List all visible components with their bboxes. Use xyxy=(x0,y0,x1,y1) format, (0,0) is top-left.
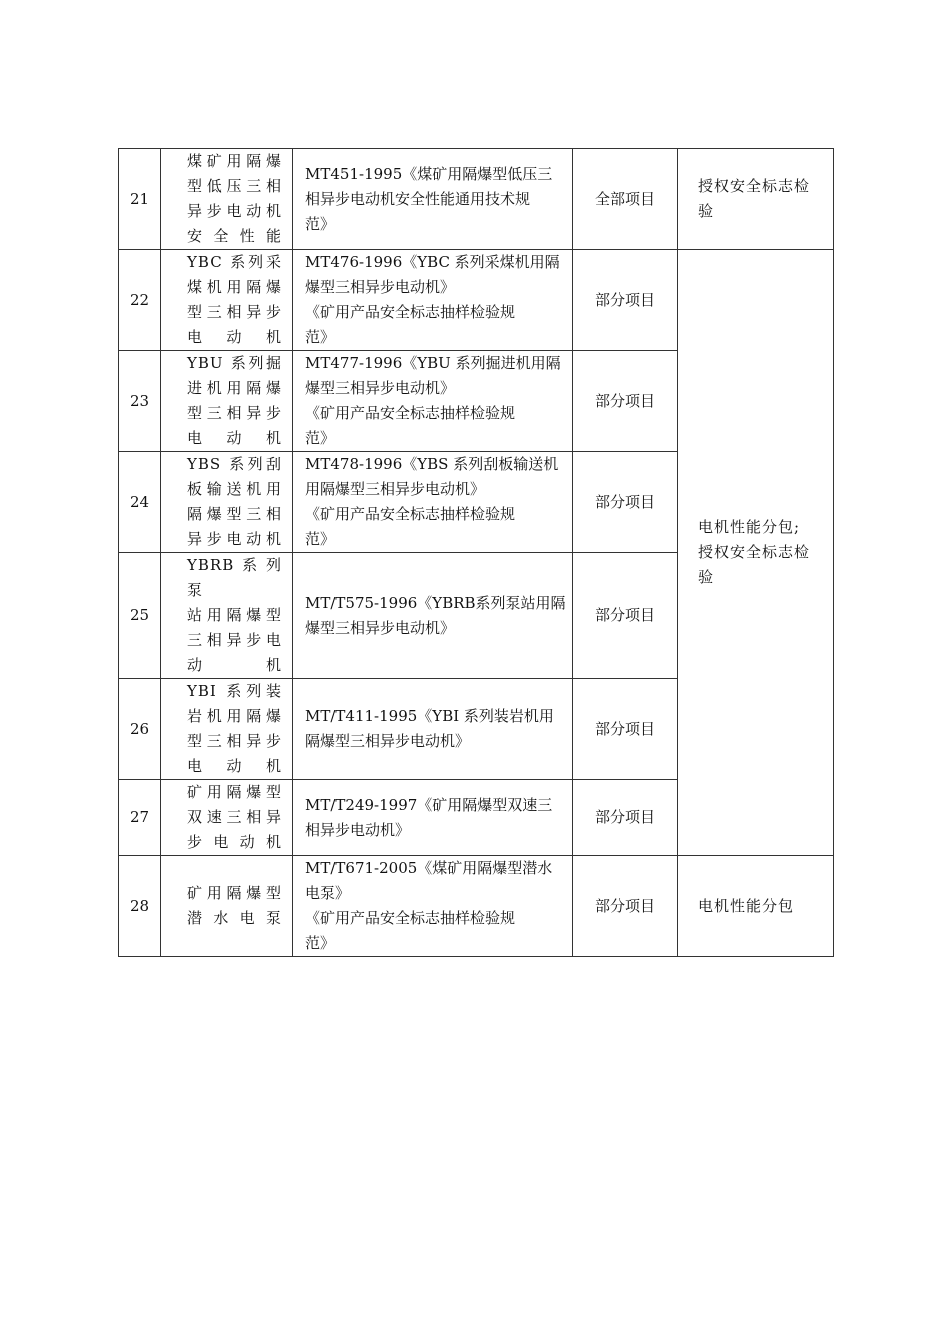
standard-reference: MT451-1995《煤矿用隔爆型低压三 相异步电动机安全性能通用技术规 范》 xyxy=(293,149,573,250)
test-scope: 部分项目 xyxy=(573,856,678,957)
product-name: 矿用隔爆型 潜水电泵 xyxy=(161,856,293,957)
row-number: 26 xyxy=(119,679,161,780)
standard-reference: MT/T249-1997《矿用隔爆型双速三 相异步电动机》 xyxy=(293,780,573,856)
test-scope: 部分项目 xyxy=(573,679,678,780)
row-number: 24 xyxy=(119,452,161,553)
test-scope: 部分项目 xyxy=(573,553,678,679)
test-scope: 部分项目 xyxy=(573,452,678,553)
product-name: YBU 系列掘 进机用隔爆 型三相异步 电动机 xyxy=(161,351,293,452)
table-row xyxy=(119,149,834,250)
test-scope: 全部项目 xyxy=(573,149,678,250)
product-name: 矿用隔爆型 双速三相异 步电动机 xyxy=(161,780,293,856)
standard-reference: MT478-1996《YBS 系列刮板输送机 用隔爆型三相异步电动机》 《矿用产品安全标志抽样检验规 范》 xyxy=(293,452,573,553)
standard-reference: MT476-1996《YBC 系列采煤机用隔 爆型三相异步电动机》 《矿用产品安全标志抽样检验规 范》 xyxy=(293,250,573,351)
product-name: YBS 系列刮 板输送机用 隔爆型三相 异步电动机 xyxy=(161,452,293,553)
table-row xyxy=(119,856,834,957)
row-number: 25 xyxy=(119,553,161,679)
standard-reference: MT/T575-1996《YBRB系列泵站用隔 爆型三相异步电动机》 xyxy=(293,553,573,679)
row-number: 21 xyxy=(119,149,161,250)
remark: 授权安全标志检 验 xyxy=(678,149,834,250)
product-name: YBI 系列装 岩机用隔爆 型三相异步 电动机 xyxy=(161,679,293,780)
product-name: YBC 系列采 煤机用隔爆 型三相异步 电动机 xyxy=(161,250,293,351)
row-number: 22 xyxy=(119,250,161,351)
row-number: 27 xyxy=(119,780,161,856)
table-row xyxy=(119,250,834,351)
remark-merged: 电机性能分包; 授权安全标志检 验 xyxy=(678,250,834,856)
standard-reference: MT/T671-2005《煤矿用隔爆型潜水 电泵》 《矿用产品安全标志抽样检验规 范》 xyxy=(293,856,573,957)
test-scope: 部分项目 xyxy=(573,250,678,351)
product-name: 煤矿用隔爆 型低压三相 异步电动机 安全性能 xyxy=(161,149,293,250)
test-scope: 部分项目 xyxy=(573,780,678,856)
test-scope: 部分项目 xyxy=(573,351,678,452)
standard-reference: MT/T411-1995《YBI 系列装岩机用 隔爆型三相异步电动机》 xyxy=(293,679,573,780)
remark: 电机性能分包 xyxy=(678,856,834,957)
row-number: 23 xyxy=(119,351,161,452)
standards-table xyxy=(118,148,834,957)
standard-reference: MT477-1996《YBU 系列掘进机用隔 爆型三相异步电动机》 《矿用产品安全标志抽样检验规 范》 xyxy=(293,351,573,452)
product-name: YBRB系列泵 站用隔爆型 三相异步电 动机 xyxy=(161,553,293,679)
row-number: 28 xyxy=(119,856,161,957)
